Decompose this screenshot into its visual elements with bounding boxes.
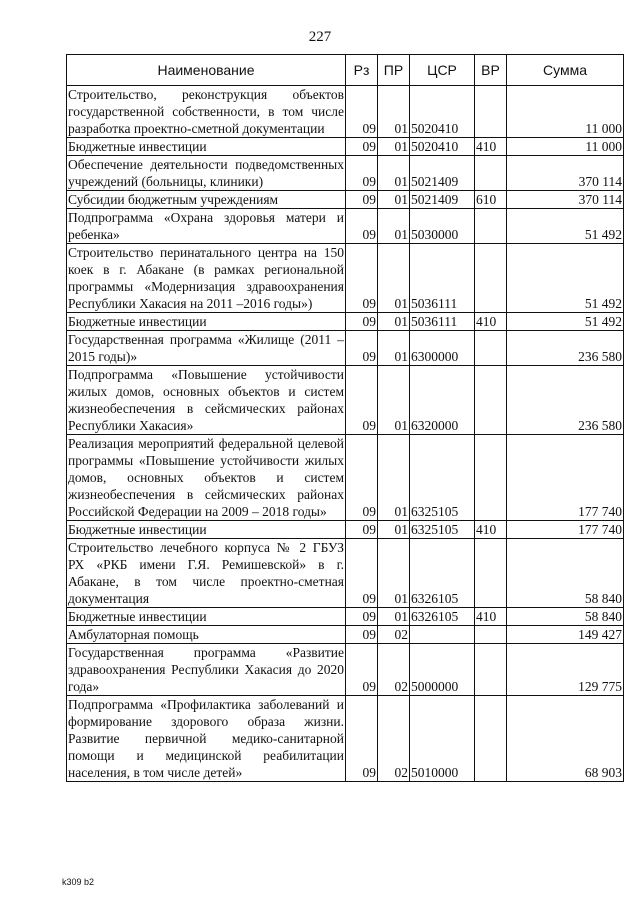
cell-vr bbox=[475, 696, 507, 782]
cell-csr: 5020410 bbox=[410, 86, 475, 138]
cell-rz: 09 bbox=[346, 209, 378, 244]
cell-sum: 149 427 bbox=[507, 626, 624, 644]
header-csr: ЦСР bbox=[410, 55, 475, 86]
table-row bbox=[67, 209, 624, 244]
cell-sum: 11 000 bbox=[507, 138, 624, 156]
cell-pr: 01 bbox=[378, 521, 410, 539]
header-name: Наименование bbox=[67, 55, 346, 86]
cell-pr: 01 bbox=[378, 435, 410, 521]
cell-pr: 02 bbox=[378, 696, 410, 782]
cell-rz: 09 bbox=[346, 331, 378, 366]
cell-sum: 370 114 bbox=[507, 156, 624, 191]
table-row bbox=[67, 435, 624, 521]
cell-pr: 01 bbox=[378, 244, 410, 313]
cell-csr: 5010000 bbox=[410, 696, 475, 782]
cell-rz: 09 bbox=[346, 366, 378, 435]
cell-rz: 09 bbox=[346, 608, 378, 626]
cell-csr: 6325105 bbox=[410, 435, 475, 521]
cell-csr: 5030000 bbox=[410, 209, 475, 244]
table-row bbox=[67, 696, 624, 782]
cell-name: Подпрограмма «Охрана здоровья матери и ребенка» bbox=[68, 210, 344, 242]
cell-vr bbox=[475, 366, 507, 435]
cell-name: Подпрограмма «Повышение устойчивости жилых домов, основных объектов и систем жизнеобеспечения в сейсмических районах Республики Хакасия» bbox=[68, 367, 344, 433]
cell-name: Государственная программа «Жилище (2011 – 2015 годы)» bbox=[68, 332, 344, 364]
cell-rz: 09 bbox=[346, 644, 378, 696]
cell-sum: 177 740 bbox=[507, 521, 624, 539]
cell-csr: 6326105 bbox=[410, 608, 475, 626]
cell-vr: 610 bbox=[475, 191, 507, 209]
cell-rz: 09 bbox=[346, 191, 378, 209]
cell-pr: 01 bbox=[378, 539, 410, 608]
cell-name: Строительство лечебного корпуса № 2 ГБУЗ РХ «РКБ имени Г.Я. Ремишевской» в г. Абакане, в том числе проектно-сметная документация bbox=[68, 540, 344, 606]
cell-pr: 01 bbox=[378, 313, 410, 331]
cell-vr bbox=[475, 156, 507, 191]
cell-vr bbox=[475, 244, 507, 313]
cell-name: Бюджетные инвестиции bbox=[67, 138, 346, 156]
cell-vr bbox=[475, 331, 507, 366]
table-row bbox=[67, 138, 624, 156]
cell-rz: 09 bbox=[346, 138, 378, 156]
table-row bbox=[67, 156, 624, 191]
cell-csr: 6300000 bbox=[410, 331, 475, 366]
cell-rz: 09 bbox=[346, 521, 378, 539]
cell-sum: 236 580 bbox=[507, 331, 624, 366]
cell-pr: 01 bbox=[378, 138, 410, 156]
cell-sum: 68 903 bbox=[507, 696, 624, 782]
table-row bbox=[67, 521, 624, 539]
cell-name: Амбулаторная помощь bbox=[67, 626, 346, 644]
table-row bbox=[67, 539, 624, 608]
table-row bbox=[67, 191, 624, 209]
cell-name: Реализация мероприятий федеральной целевой программы «Повышение устойчивости жилых домов, основных объектов и систем жизнеобеспечения в сейсмических районах Российской Федерации на 2009 – 2018 годы» bbox=[68, 436, 344, 519]
cell-pr: 02 bbox=[378, 644, 410, 696]
cell-csr: 5021409 bbox=[410, 191, 475, 209]
cell-csr: 5000000 bbox=[410, 644, 475, 696]
cell-vr bbox=[475, 209, 507, 244]
cell-name: Бюджетные инвестиции bbox=[67, 608, 346, 626]
cell-sum: 58 840 bbox=[507, 608, 624, 626]
cell-name: Строительство перинатального центра на 150 коек в г. Абакане (в рамках региональной программы «Модернизация здравоохранения Республики Хакасия на 2011 –2016 годы») bbox=[68, 245, 344, 311]
cell-name: Субсидии бюджетным учреждениям bbox=[67, 191, 346, 209]
cell-vr bbox=[475, 435, 507, 521]
cell-rz: 09 bbox=[346, 696, 378, 782]
cell-sum: 11 000 bbox=[507, 86, 624, 138]
cell-name: Бюджетные инвестиции bbox=[67, 313, 346, 331]
cell-sum: 58 840 bbox=[507, 539, 624, 608]
cell-sum: 370 114 bbox=[507, 191, 624, 209]
header-rz: Рз bbox=[346, 55, 378, 86]
cell-rz: 09 bbox=[346, 244, 378, 313]
cell-rz: 09 bbox=[346, 156, 378, 191]
cell-vr bbox=[475, 86, 507, 138]
cell-csr: 5020410 bbox=[410, 138, 475, 156]
cell-vr: 410 bbox=[475, 313, 507, 331]
cell-name: Строительство, реконструкция объектов государственной собственности, в том числе разработка проектно-сметной документации bbox=[68, 87, 344, 136]
cell-name: Бюджетные инвестиции bbox=[67, 521, 346, 539]
cell-rz: 09 bbox=[346, 626, 378, 644]
cell-pr: 01 bbox=[378, 209, 410, 244]
header-sum: Сумма bbox=[507, 55, 624, 86]
cell-csr: 6325105 bbox=[410, 521, 475, 539]
cell-name: Подпрограмма «Профилактика заболеваний и формирование здорового образа жизни. Развитие первичной медико-санитарной помощи и медицинской реабилитации населения, в том числе детей» bbox=[68, 697, 344, 780]
cell-rz: 09 bbox=[346, 435, 378, 521]
cell-csr: 5036111 bbox=[410, 244, 475, 313]
cell-vr bbox=[475, 626, 507, 644]
cell-rz: 09 bbox=[346, 86, 378, 138]
cell-sum: 51 492 bbox=[507, 244, 624, 313]
cell-vr: 410 bbox=[475, 608, 507, 626]
table-row bbox=[67, 644, 624, 696]
cell-csr: 5021409 bbox=[410, 156, 475, 191]
cell-vr bbox=[475, 644, 507, 696]
cell-csr: 6320000 bbox=[410, 366, 475, 435]
table-row bbox=[67, 313, 624, 331]
cell-csr: 5036111 bbox=[410, 313, 475, 331]
cell-sum: 129 775 bbox=[507, 644, 624, 696]
header-vr: ВР bbox=[475, 55, 507, 86]
header-pr: ПР bbox=[378, 55, 410, 86]
table-row bbox=[67, 626, 624, 644]
table-row bbox=[67, 366, 624, 435]
table-body bbox=[67, 86, 624, 782]
cell-sum: 51 492 bbox=[507, 313, 624, 331]
cell-csr: 6326105 bbox=[410, 539, 475, 608]
cell-sum: 51 492 bbox=[507, 209, 624, 244]
cell-sum: 177 740 bbox=[507, 435, 624, 521]
cell-name: Государственная программа «Развитие здравоохранения Республики Хакасия до 2020 года» bbox=[68, 645, 344, 694]
cell-sum: 236 580 bbox=[507, 366, 624, 435]
cell-pr: 01 bbox=[378, 156, 410, 191]
cell-pr: 01 bbox=[378, 191, 410, 209]
page-number: 227 bbox=[308, 29, 332, 45]
cell-vr bbox=[475, 539, 507, 608]
cell-rz: 09 bbox=[346, 313, 378, 331]
budget-table bbox=[66, 54, 624, 782]
footer-code: k309 b2 bbox=[62, 877, 95, 887]
cell-vr: 410 bbox=[475, 138, 507, 156]
table-header-row bbox=[67, 55, 624, 86]
cell-pr: 01 bbox=[378, 86, 410, 138]
cell-pr: 01 bbox=[378, 608, 410, 626]
cell-pr: 01 bbox=[378, 366, 410, 435]
cell-pr: 02 bbox=[378, 626, 410, 644]
table-row bbox=[67, 86, 624, 138]
cell-rz: 09 bbox=[346, 539, 378, 608]
table-row bbox=[67, 244, 624, 313]
table-row bbox=[67, 331, 624, 366]
cell-csr bbox=[410, 626, 475, 644]
table-row bbox=[67, 608, 624, 626]
cell-name: Обеспечение деятельности подведомственных учреждений (больницы, клиники) bbox=[68, 157, 344, 189]
cell-vr: 410 bbox=[475, 521, 507, 539]
cell-pr: 01 bbox=[378, 331, 410, 366]
